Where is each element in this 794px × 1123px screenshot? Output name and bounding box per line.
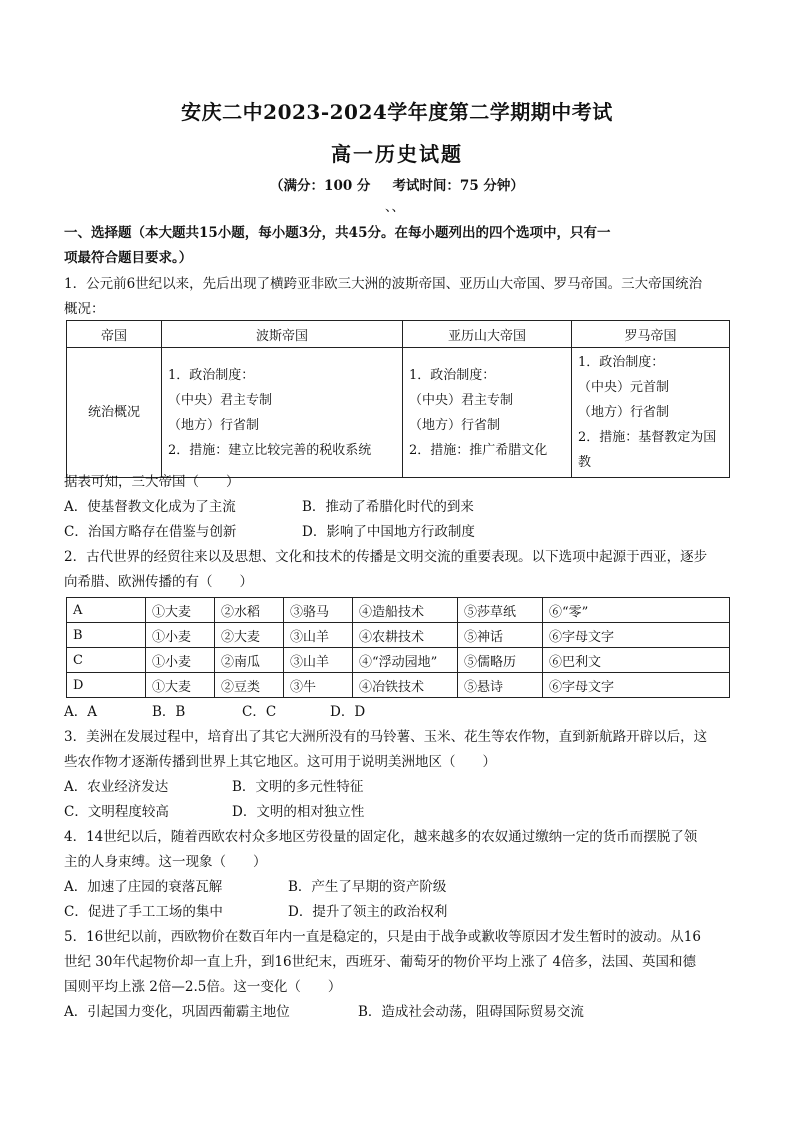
table-cell: ④造船技术 xyxy=(353,598,458,623)
q2-option-b[interactable]: B．B xyxy=(152,704,186,720)
cell-line: 2．措施：推广希腊文化 xyxy=(409,442,548,458)
table-cell: ④农耕技术 xyxy=(353,623,458,648)
q4-option-a[interactable]: A．加速了庄园的衰落瓦解 xyxy=(64,879,223,895)
table-row xyxy=(67,623,730,648)
row-label: 统治概况 xyxy=(67,348,162,478)
table-cell: ②豆类 xyxy=(215,673,284,698)
empires-table xyxy=(66,320,730,478)
cell-line: 2．措施：基督教定为国 xyxy=(578,430,717,445)
q4-stem-line: 4．14世纪以后，随着西欧农村众多地区劳役量的固定化，越来越多的农奴通过缴纳一定的货币而摆脱了领 xyxy=(64,829,698,845)
origins-table xyxy=(66,597,730,698)
table-cell-persia xyxy=(162,348,403,478)
q5-option-a[interactable]: A．引起国力变化，巩固西葡霸主地位 xyxy=(64,1004,290,1020)
table-cell: A xyxy=(67,598,146,623)
cell-line: （地方）行省制 xyxy=(409,417,501,433)
exam-info xyxy=(0,174,794,194)
table-cell: ③牛 xyxy=(284,673,353,698)
q4-option-b[interactable]: B．产生了早期的资产阶级 xyxy=(288,879,447,895)
table-cell: ③山羊 xyxy=(284,648,353,673)
table-header: 罗马帝国 xyxy=(572,321,730,348)
q3-stem-line: 些农作物才逐渐传播到世界上其它地区。这可用于说明美洲地区（ ） xyxy=(64,754,496,770)
q5-stem-line: 国则平均上涨 2倍—2.5倍。这一变化（ ） xyxy=(64,979,342,995)
cell-line: 2．措施：建立比较完善的税收系统 xyxy=(168,442,372,458)
table-cell: ④“浮动园地” xyxy=(353,648,458,673)
table-cell: ②大麦 xyxy=(215,623,284,648)
table-cell: C xyxy=(67,648,146,673)
q1-prompt: 据表可知，三大帝国（ ） xyxy=(64,474,240,490)
time-info: 考试时间：75 分钟） xyxy=(392,178,524,194)
table-row xyxy=(67,648,730,673)
q2-option-c[interactable]: C．C xyxy=(242,704,277,720)
table-cell: ⑤悬诗 xyxy=(458,673,543,698)
table-cell: ①大麦 xyxy=(146,598,215,623)
table-cell: ⑤莎草纸 xyxy=(458,598,543,623)
cell-line: 1．政治制度： xyxy=(168,367,255,383)
q4-stem-line: 主的人身束缚。这一现象（ ） xyxy=(64,854,267,870)
q3-option-b[interactable]: B．文明的多元性特征 xyxy=(232,779,364,795)
q1-option-d[interactable]: D．影响了中国地方行政制度 xyxy=(302,524,475,540)
table-cell: ①大麦 xyxy=(146,673,215,698)
cell-line: 1．政治制度： xyxy=(578,355,665,370)
q1-stem xyxy=(64,272,732,322)
table-header-row xyxy=(67,321,730,348)
q2-stem-line: 2．古代世界的经贸往来以及思想、文化和技术的传播是文明交流的重要表现。以下选项中起源于西亚，逐步 xyxy=(64,549,708,565)
table-cell-rome xyxy=(572,348,730,478)
cell-line: （地方）行省制 xyxy=(578,405,670,420)
table-cell: ③山羊 xyxy=(284,623,353,648)
q3-option-c[interactable]: C．文明程度较高 xyxy=(64,804,169,820)
table-cell: ④冶铁技术 xyxy=(353,673,458,698)
table-cell: B xyxy=(67,623,146,648)
q4-option-c[interactable]: C．促进了手工工场的集中 xyxy=(64,904,223,920)
q5-stem-line: 世纪 30年代起物价却一直上升，到16世纪末，西班牙、葡萄牙的物价平均上涨了 4倍多，法国、英国和德 xyxy=(64,954,697,970)
cell-line: 1．政治制度： xyxy=(409,367,496,383)
q2-option-d[interactable]: D．D xyxy=(330,704,366,720)
q2-stem xyxy=(64,545,732,595)
cell-line: （中央）元首制 xyxy=(578,380,670,395)
cell-line: （中央）君主专制 xyxy=(409,392,514,408)
score-info: （满分：100 分 xyxy=(270,178,371,194)
q2-stem-line: 向希腊、欧洲传播的有（ ） xyxy=(64,574,253,590)
table-cell: ⑥“零” xyxy=(543,598,730,623)
table-header: 波斯帝国 xyxy=(162,321,403,348)
table-cell: ⑥字母文字 xyxy=(543,623,730,648)
stray-marks: 、、 xyxy=(385,200,405,215)
cell-line: （中央）君主专制 xyxy=(168,392,273,408)
table-header: 亚历山大帝国 xyxy=(403,321,572,348)
q1-stem-line: 1．公元前6世纪以来，先后出现了横跨亚非欧三大洲的波斯帝国、亚历山大帝国、罗马帝国。三大帝国统治 xyxy=(64,276,703,292)
table-cell: ②水稻 xyxy=(215,598,284,623)
table-cell: ⑥字母文字 xyxy=(543,673,730,698)
section-heading xyxy=(64,221,732,271)
q5-option-b[interactable]: B．造成社会动荡，阻碍国际贸易交流 xyxy=(358,1004,584,1020)
q1-option-b[interactable]: B．推动了希腊化时代的到来 xyxy=(302,499,474,515)
table-row xyxy=(67,598,730,623)
exam-title: 安庆二中2023-2024学年度第二学期期中考试 xyxy=(181,100,613,124)
cell-line: （地方）行省制 xyxy=(168,417,260,433)
table-row xyxy=(67,673,730,698)
section-heading-line: 一、选择题（本大题共15小题，每小题3分，共45分。在每小题列出的四个选项中，只有一 xyxy=(64,225,611,241)
q3-option-a[interactable]: A．农业经济发达 xyxy=(64,779,169,795)
q1-option-c[interactable]: C．治国方略存在借鉴与创新 xyxy=(64,524,237,540)
q5-stem xyxy=(64,925,732,1000)
table-cell: D xyxy=(67,673,146,698)
q4-option-d[interactable]: D．提升了领主的政治权利 xyxy=(288,904,448,920)
table-cell-alexander xyxy=(403,348,572,478)
cell-line: 教 xyxy=(578,455,592,470)
table-cell: ①小麦 xyxy=(146,648,215,673)
q2-option-a[interactable]: A．A xyxy=(64,704,97,720)
table-header: 帝国 xyxy=(67,321,162,348)
table-row xyxy=(67,348,730,478)
section-heading-line: 项最符合题目要求。） xyxy=(64,250,193,266)
exam-subject: 高一历史试题 xyxy=(331,142,463,166)
q1-option-a[interactable]: A．使基督教文化成为了主流 xyxy=(64,499,236,515)
table-cell: ⑥巴利文 xyxy=(543,648,730,673)
q3-stem xyxy=(64,725,732,775)
q5-stem-line: 5．16世纪以前，西欧物价在数百年内一直是稳定的，只是由于战争或歉收等原因才发生暂时的波动。从16 xyxy=(64,929,701,945)
table-cell: ①小麦 xyxy=(146,623,215,648)
q3-stem-line: 3．美洲在发展过程中，培育出了其它大洲所没有的马铃薯、玉米、花生等农作物，直到新航路开辟以后，这 xyxy=(64,729,708,745)
q1-stem-line: 概况： xyxy=(64,301,105,317)
q4-stem xyxy=(64,825,732,875)
q3-option-d[interactable]: D．文明的相对独立性 xyxy=(232,804,365,820)
table-cell: ②南瓜 xyxy=(215,648,284,673)
table-cell: ⑤儒略历 xyxy=(458,648,543,673)
table-cell: ③骆马 xyxy=(284,598,353,623)
table-cell: ⑤神话 xyxy=(458,623,543,648)
